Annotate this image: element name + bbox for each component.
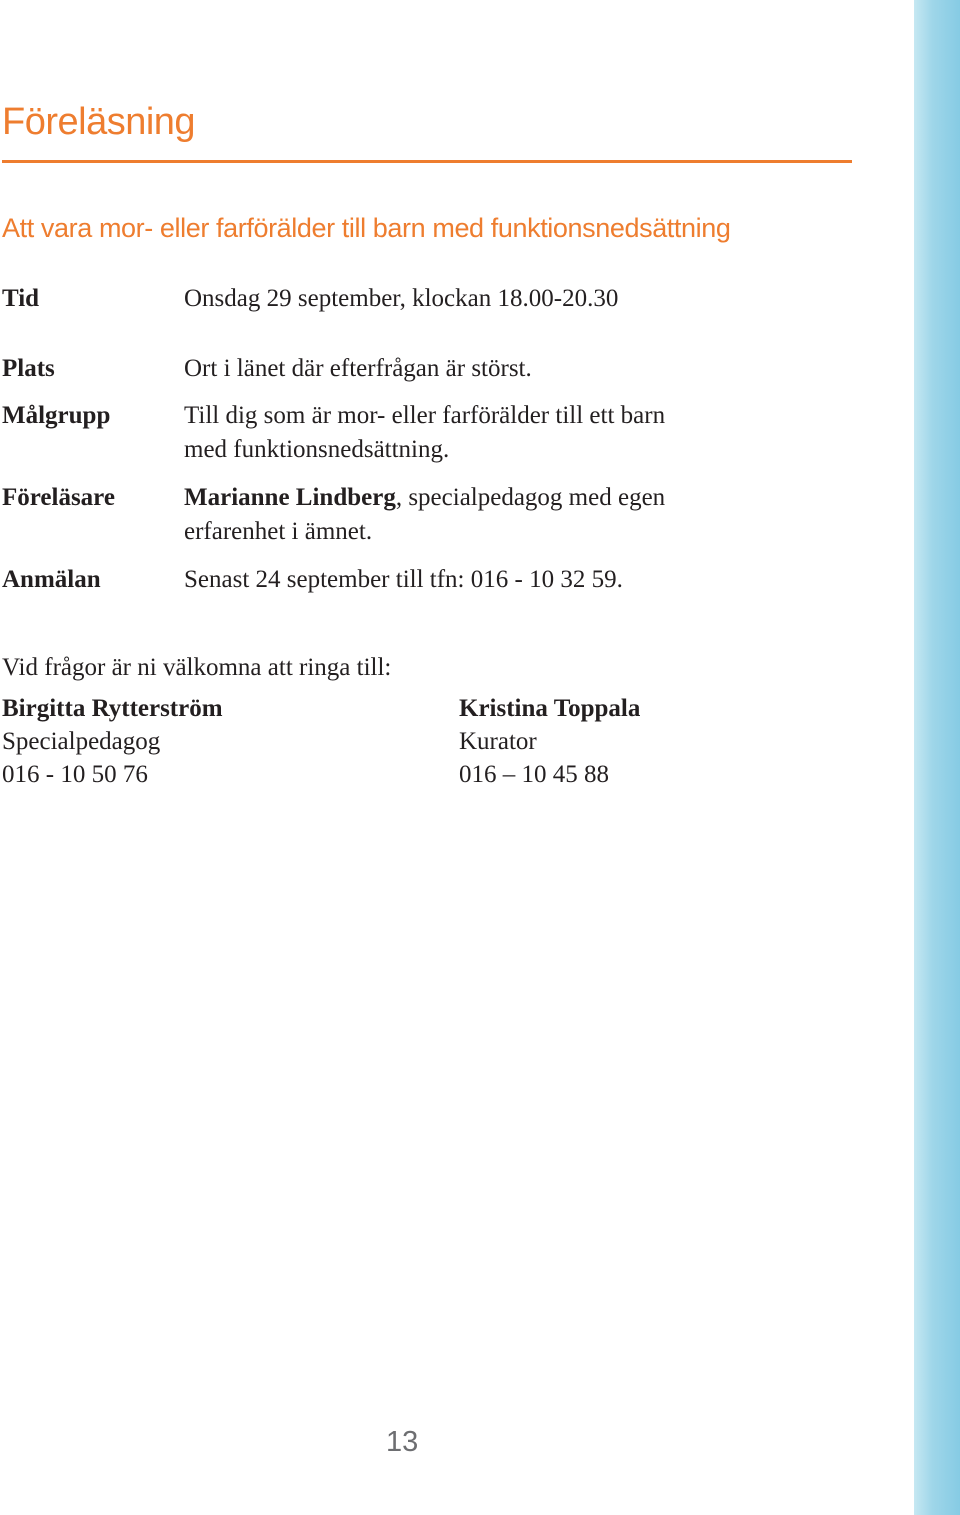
contact-name: Birgitta Rytterström <box>2 695 223 722</box>
heading-rule <box>2 160 852 163</box>
forelasare-value <box>184 481 665 549</box>
lecture-title: Att vara mor- eller farförälder till barn med funktionsnedsättning <box>2 213 731 243</box>
tid-value: Onsdag 29 september, klockan 18.00-20.30 <box>184 285 619 312</box>
contact-name: Kristina Toppala <box>459 695 641 722</box>
lecturer-name: Marianne Lindberg <box>184 484 396 511</box>
forelasare-line-1 <box>184 481 665 515</box>
plats-value: Ort i länet där efterfrågan är störst. <box>184 355 532 382</box>
plats-label: Plats <box>2 355 55 382</box>
contact-kristina <box>459 692 640 791</box>
anmalan-label: Anmälan <box>2 566 101 593</box>
malgrupp-line-2: med funktionsnedsättning. <box>184 436 450 463</box>
forelasare-label: Föreläsare <box>2 484 115 511</box>
contact-phone: 016 – 10 45 88 <box>459 761 609 788</box>
anmalan-value: Senast 24 september till tfn: 016 - 10 32 59. <box>184 566 623 593</box>
lecturer-description: , specialpedagog med egen <box>395 484 666 511</box>
side-decorative-band <box>914 0 960 1515</box>
malgrupp-label: Målgrupp <box>2 402 111 429</box>
malgrupp-line-1: Till dig som är mor- eller farförälder till ett barn <box>184 402 666 429</box>
forelasare-line-2: erfarenhet i ämnet. <box>184 518 373 545</box>
contact-phone: 016 - 10 50 76 <box>2 761 148 788</box>
contact-role: Specialpedagog <box>2 728 161 755</box>
contact-intro: Vid frågor är ni välkomna att ringa till: <box>2 654 392 681</box>
contact-birgitta <box>2 692 223 791</box>
page-number: 13 <box>386 1426 419 1458</box>
tid-label: Tid <box>2 285 40 312</box>
malgrupp-value <box>184 399 665 467</box>
contact-role: Kurator <box>459 728 537 755</box>
page-heading: Föreläsning <box>2 101 196 143</box>
